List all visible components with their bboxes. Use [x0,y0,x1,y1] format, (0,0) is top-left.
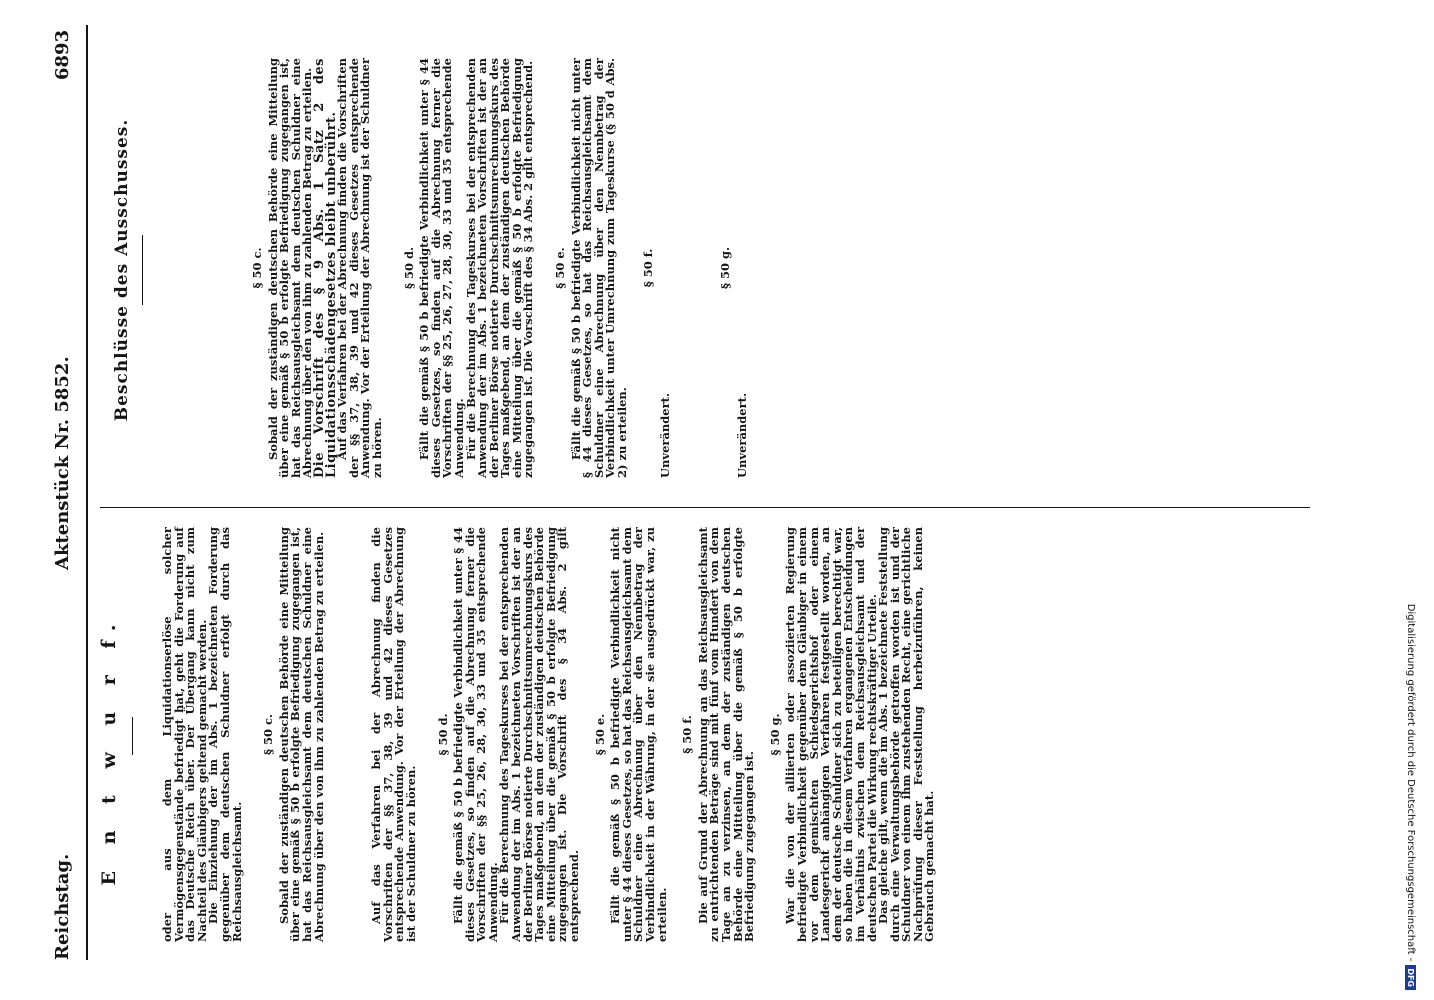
digitization-credit-text: Digitalisierung gefördert durch die Deutsche Forschungsgemeinschaft - [1405,603,1417,962]
left-intro-paragraph-2: Die Einziehung der im Abs. 1 bezeichneten Forderung gegenüber dem deutschen Schuldner erfolgt durch das Reichsausgleichsamt. [206,527,244,942]
left-title-underline [132,717,133,755]
right-section-50f-heading: § 50 f. [640,248,655,288]
right-section-50c-emphasis: Die Vorschrift des § 9 Abs. 1 Satz 2 des Liquidationsschädengesetzes bleibt unberührt. [311,58,339,478]
header-center: Aktenstück Nr. 5852. [52,356,73,570]
left-section-50d-heading: § 50 d. [435,713,450,756]
left-section-50e-heading: § 50 e. [592,713,607,756]
digitization-credit [1404,10,1430,990]
right-section-50e-heading: § 50 e. [553,247,568,289]
right-spacer-50f [672,58,706,478]
right-section-50d-heading: § 50 d. [401,246,416,290]
column-divider [100,507,1310,508]
left-spacer-50c [325,527,371,942]
right-section-50c-paragraph-1: Sobald der zuständigen deutschen Behörde eine Mitteilung über eine gemäß § 50 b erfolgte Befriedigung zugegangen ist, hat das Reichsausgleichsamt dem deutschen Schuldner eine Abrechnung über den von ihm zu zahlenden Betrag zu erteilen. [265,58,315,478]
left-section-50d-paragraph-2: Für die Berechnung des Tageskurses bei der entsprechenden Anwendung der im Abs. 1 bezeichneten Vorschriften ist der an der Berliner Börse notierte Durchschnittsumrechnungskurs des Tages maßgebend, an dem der zuständigen deutschen Behörde eine Mitteilung über die gemäß § 50 b erfolgte Befriedigung zugegangen ist. Die Vorschrift des § 34 Abs. 2 gilt entsprechend. [497,527,582,942]
left-section-50c-paragraph-2: Auf das Verfahren bei der Abrechnung finden die Vorschriften der §§ 37, 38, 39 und 42 dieses Gesetzes entsprechende Anwendung. Vor der Erteilung der Abrechnung ist der Schuldner zu hören. [369,527,418,942]
right-section-50f-unchanged: Unverändert. [658,393,673,478]
left-section-50c-heading: § 50 c. [261,713,276,756]
header-rule [86,25,88,960]
header-left: Reichstag. [52,853,73,960]
right-section-50g-unchanged: Unverändert. [735,393,750,478]
right-section-50c-paragraph-2: Auf das Verfahren bei der Abrechnung finden die Vorschriften der §§ 37, 38, 39 und 42 dieses Gesetzes entsprechende Anwendung. Vor der Erteilung der Abrechnung ist der Schuldner zu hören. [335,58,384,478]
left-intro-paragraph-1: oder aus dem Liquidationserlöse solcher Vermögensgegenstände befriedigt hat, geht die Forderung auf das Deutsche Reich über. Der Übergang kann nicht zum Nachteil des Gläubigers geltend gemacht werden. [160,527,209,942]
right-title-underline [142,235,143,305]
right-section-50d-paragraph-2: Für die Berechnung des Tageskurses bei der entsprechenden Anwendung der im Abs. 1 bezeichneten Vorschriften ist der an der Berliner Börse notierte Durchschnittsumrechnungskurs des Tages maßgebend, an dem der zuständigen deutschen Behörde eine Mitteilung über die gemäß § 50 b erfolgte Befriedigung zugegangen ist. Die Vorschrift des § 34 Abs. 2 gilt entsprechend. [463,58,536,478]
right-section-50c-heading: § 50 c. [250,247,264,289]
left-column [162,527,936,942]
left-section-50g-heading: § 50 g. [767,713,782,756]
left-section-50f-paragraph-1: Die auf Grund der Abrechnung an das Reichsausgleichsamt zu entrichtenden Beträge sind mit fünf vom Hundert von dem Tage an zu verzinsen, an dem der zuständigen deutschen Behörde eine Mitteilung über die gemäß § 50 b erfolgte Befriedigung zugegangen ist. [695,527,757,942]
right-section-50e-paragraph-1: Fällt die gemäß § 50 b befriedigte Verbindlichkeit nicht unter § 44 dieses Gesetzes, so hat das Reichsausgleichsamt dem Schuldner eine Abrechnung über den Nennbetrag der Verbindlichkeit unter Umrechnung zum Tageskurse (§ 50 d Abs. 2) zu erteilen. [568,58,630,478]
right-section-50g-heading: § 50 g. [717,246,732,290]
right-column [252,58,749,478]
left-section-50d-paragraph-1: Fällt die gemäß § 50 b befriedigte Verbindlichkeit unter § 44 dieses Gesetzes, so finden auf die Abrechnung ferner die Vorschriften der §§ 25, 26, 28, 30, 33 und 35 entsprechende Anwendung. [451,527,500,942]
left-section-50e-paragraph-1: Fällt die gemäß § 50 b befriedigte Verbindlichkeit nicht unter § 44 dieses Gesetzes, so hat das Reichsausgleichsamt dem Schuldner eine Abrechnung über den Nennbetrag der Verbindlichkeit in der Währung, in der sie ausgedrückt war, zu erteilen. [608,526,669,942]
left-section-50g-paragraph-2: Das gleiche gilt, wenn die im Abs. 1 bezeichnete Feststellung durch eine Verwaltungsbehörde getroffen worden ist und der Schuldner von einem ihm zustehenden Recht, eine gerichtliche Nachprüfung dieser Feststellung herbeizuführen, keinen Gebrauch gemacht hat. [876,527,937,942]
left-section-50g-paragraph-1: War die von der alliierten oder assoziierten Regierung befriedigte Verbindlichkeit gegenüber dem Gläubiger in einem vor dem gemischten Schiedsgerichtshof oder einem Landesgericht anhängigen Verfahren festgestellt worden, an dem der deutsche Schuldner sich zu beteiligen berechtigt war, so haben die in diesem Verfahren ergangenen Entscheidungen im Verhältnis zwischen dem Reichsausgleichsamt und der deutschen Partei die Wirkung rechtskräftiger Urteile. [783,527,879,942]
left-section-50f-heading: § 50 f. [680,715,695,754]
left-column-title: E n t w u r f. [98,614,120,886]
right-section-50d-paragraph-1: Fällt die gemäß § 50 b befriedigte Verbindlichkeit unter § 44 dieses Gesetzes, so finden auf die Abrechnung ferner die Vorschriften der §§ 25, 26, 27, 28, 30, 33 und 35 entsprechende Anwendung. [417,58,466,478]
dfg-logo: DFG [1406,965,1417,990]
left-section-50c-paragraph-1: Sobald der zuständigen deutschen Behörde eine Mitteilung über eine gemäß § 50 b erfolgte Befriedigung zugegangen ist, hat das Reichsausgleichsamt dem deutschen Schuldner eine Abrechnung über den von ihm zu zahlenden Betrag zu erteilen. [276,527,326,942]
right-column-title: Beschlüsse des Ausschusses. [112,118,132,422]
page-number: 6893 [52,29,73,80]
